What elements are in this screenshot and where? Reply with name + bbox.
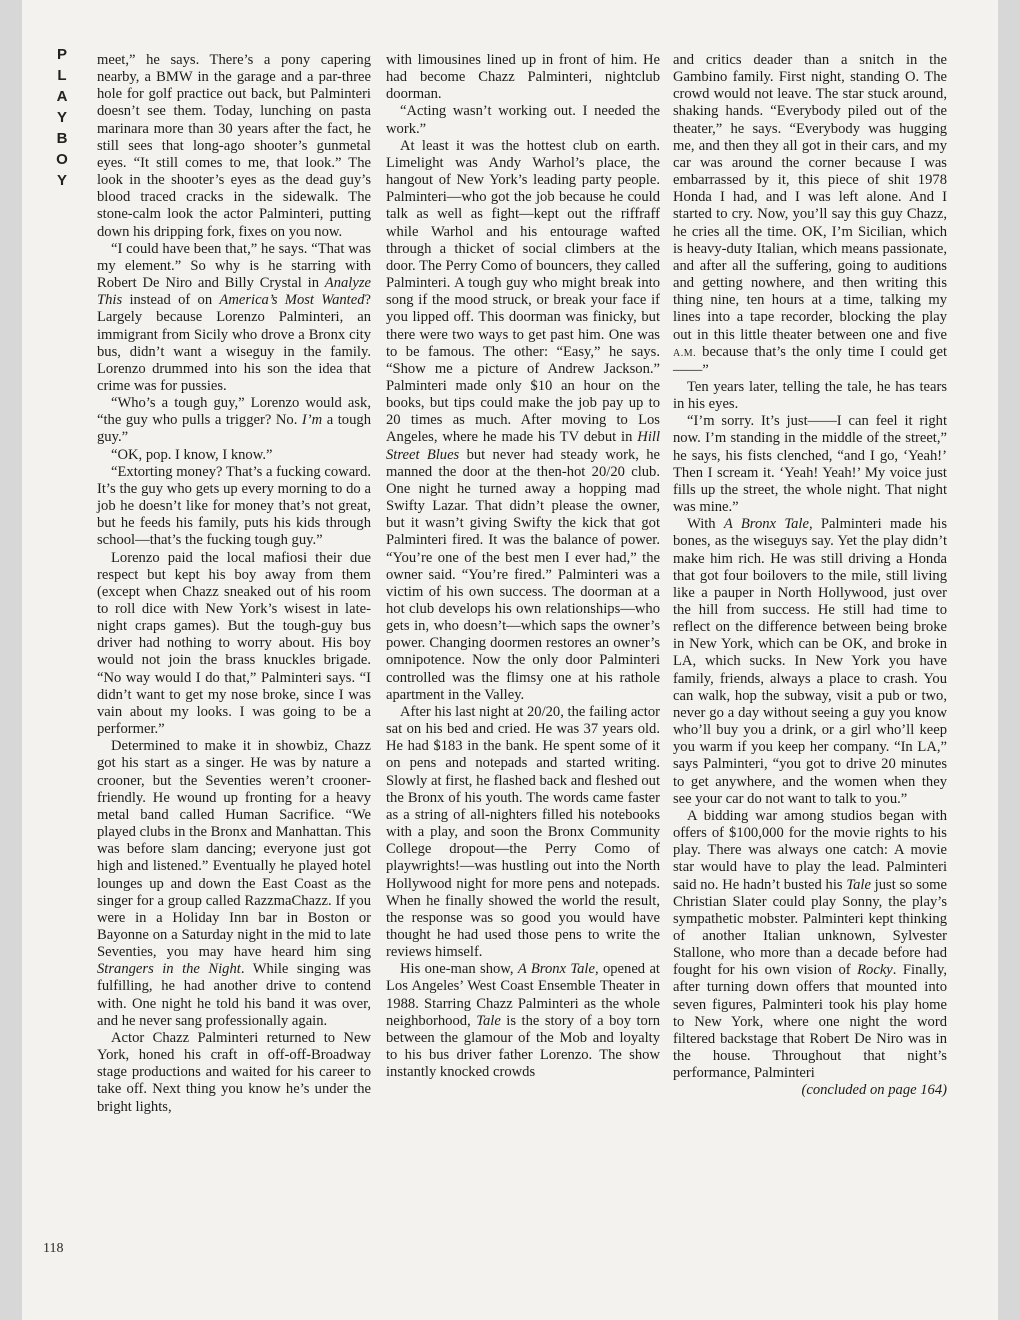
text-column-1	[97, 52, 371, 1116]
text-column-2	[386, 52, 660, 1081]
masthead-letter: B	[56, 130, 68, 147]
text-column-3	[673, 52, 947, 1100]
masthead-vertical	[50, 44, 74, 194]
paragraph: His one-man show, A Bronx Tale, opened at Los Angeles’ West Coast Ensemble Theater in 1988. Starring Chazz Palminteri as the whole neighborhood, Tale is the story of a boy torn between the glamour of the Mob and loyalty to his bus driver father Lorenzo. The show instantly knocked crowds	[386, 961, 660, 1081]
paragraph: Lorenzo paid the local mafiosi their due respect but kept his boy away from them (except when Chazz sneaked out of his room to roll dice with New York’s wisest in late-night craps games). But the tough-guy bus driver had nothing to worry about. His boy would not join the brass knuckles brigade. “No way would I do that,” Palminteri says. “I didn’t want to get my nose broke, since I was vain about my looks. I was going to be a performer.”	[97, 549, 371, 738]
paragraph: Actor Chazz Palminteri returned to New York, honed his craft in off-off-Broadway stage productions and waited for his career to take off. Next thing you know he’s under the bright lights,	[97, 1029, 371, 1115]
paragraph: A bidding war among studios began with offers of $100,000 for the movie rights to his play. There was always one catch: A movie star would have to play the lead. Palminteri said no. He hadn’t busted his Tale just so some Christian Slater could play Sonny, the play’s sympathetic mobster. Palminteri kept thinking of another Italian unknown, Sylvester Stallone, who more than a decade before had fought for his own vision of Rocky. Finally, after turning down offers that mounted into seven figures, Palminteri took his play home to New York, where one night the word filtered backstage that Robert De Niro was in the house. Throughout that night’s performance, Palminteri	[673, 807, 948, 1082]
masthead-letter: A	[56, 88, 68, 105]
paragraph: “Who’s a tough guy,” Lorenzo would ask, “the guy who pulls a trigger? No. I’m a tough guy.”	[97, 395, 371, 446]
paragraph: At least it was the hottest club on earth. Limelight was Andy Warhol’s place, the hangout of New York’s leading party people. Palminteri—who got the job because he could talk as well as fight—kept out the riffraff while Warhol and his entourage wafted through a thicket of social climbers at the door. The Perry Como of bouncers, they called Palminteri. A tough guy who might break into song if the mood struck, or break your face if you lipped off. This doorman was finicky, but there were two ways to get past him. One was to be famous. The other: “Easy,” he says. “Show me a picture of Andrew Jackson.” Palminteri made only $10 an hour on the books, but tips could make the job pay up to 20 times as much. After moving to Los Angeles, where he made his TV debut in Hill Street Blues but never had steady work, he manned the door at the then-hot 20/20 club. One night he turned away a hopping mad Swifty Lazar. That didn’t please the owner, but it wasn’t giving Swifty the kick that got Palminteri fired. It was the balance of power. “You’re one of the best men I ever had,” the owner said. “You’re fired.” Palminteri was a victim of his own success. The doorman at a hot club develops his own relationships—who gets in, who doesn’t—which saps the owner’s power. Changing doormen restores an owner’s omnipotence. Now the only door Palminteri controlled was the flimsy one at his rathole apartment in the Valley.	[386, 137, 660, 703]
paragraph: and critics deader than a snitch in the Gambino family. First night, standing O. The crowd would not leave. The star stuck around, shaking hands. “Everybody piled out of the theater,” he says. “Everybody was hugging me, and then they all got in their cars, and my car was around the corner because I was embarrassed by it, this piece of shit 1978 Honda I had, and I was left alone. And I started to cry. Now, you’ll say this guy Chazz, he cries all the time. OK, I’m Sicilian, which is heavy-duty Italian, which means passionate, and after all the suffering, going to auditions and getting nowhere, and then writing this thing nine, ten hours at a time, talking my lines into a tape recorder, blocking the play out in this little theater between one and five A.M. because that’s the only time I could get——”	[673, 52, 947, 378]
masthead-letter: L	[57, 67, 67, 84]
paragraph: “Extorting money? That’s a fucking coward. It’s the guy who gets up every morning to do a job he doesn’t like for money that’s not great, but he feeds his family, puts his kids through school—that’s the fucking tough guy.”	[97, 463, 371, 549]
masthead-letter: O	[56, 151, 68, 168]
magazine-page	[22, 0, 998, 1320]
paragraph: With A Bronx Tale, Palminteri made his bones, as the wiseguys say. Yet the play didn’t make him rich. He was still driving a Honda that got four boilovers to the mile, still living like a pauper in North Hollywood, just over the hill from success. He still had time to reflect on the difference between being broke in New York, which can be OK, and broke in LA, which sucks. In New York you have family, friends, always a place to crash. You can walk, hop the subway, visit a pub or two, never go a day without seeing a guy you know who’ll buy you a drink, or a girl who’ll keep you warm if you keep her company. “In LA,” says Palminteri, “you got to drive 20 minutes to get anywhere, and the women when they see your car do not want to talk to you.”	[673, 516, 947, 807]
paragraph: Ten years later, telling the tale, he has tears in his eyes.	[673, 378, 947, 413]
paragraph: “Acting wasn’t working out. I needed the work.”	[386, 103, 660, 137]
paragraph: meet,” he says. There’s a pony capering nearby, a BMW in the garage and a par-three hole for golf practice out back, but Palminteri doesn’t see them. Today, lunching on pasta marinara more than 30 years after the fact, he still sees that long-ago shooter’s gunmetal eyes. “It still comes to me, that look.” The look in the shooter’s eyes as the dead guy’s blood traced cracks in the sidewalk. The stone-calm look the actor Palminteri, putting down his dripping fork, fixes on you now.	[97, 52, 371, 240]
continuation-note: (concluded on page 164)	[801, 1082, 947, 1099]
masthead-letter: P	[56, 46, 67, 63]
paragraph: Determined to make it in showbiz, Chazz got his start as a singer. He was by nature a crooner, but the Seventies weren’t crooner-friendly. He wound up fronting for a heavy metal band called Human Sacrifice. “We played clubs in the Bronx and Manhattan. This was before slam dancing; everyone just got high and listened.” Eventually he played hotel lounges up and down the East Coast as the singer for a group called RazzmaChazz. If you were in a Holiday Inn bar in Boston or Bayonne on a Saturday night in the mid to late Seventies, you may have heard him sing Strangers in the Night. While singing was fulfilling, he had another drive to contend with. One night he told his band it was over, and he never sang professionally again.	[97, 738, 371, 1029]
paragraph: “I could have been that,” he says. “That was my element.” So why is he starring with Robert De Niro and Billy Crystal in Analyze This instead of on America’s Most Wanted? Largely because Lorenzo Palminteri, an immigrant from Sicily who drove a Bronx city bus, didn’t want a wiseguy in the family. Lorenzo drummed into his son the idea that crime was for pussies.	[97, 240, 371, 394]
paragraph: “I’m sorry. It’s just——I can feel it right now. I’m standing in the middle of the street,” he says, his fists clenched, “and I go, ‘Yeah!’ Then I scream it. ‘Yeah! Yeah!’ My voice just fills up the street, the whole night. That night was mine.”	[673, 413, 947, 516]
paragraph: After his last night at 20/20, the failing actor sat on his bed and cried. He was 37 years old. He had $183 in the bank. He spent some of it on pens and notepads and started writing. Slowly at first, he flashed back and fleshed out the Bronx of his youth. The words came faster as a string of all-nighters filled his notebooks with a play, and soon the Bronx Community College dropout—the Perry Como of playwrights!—was hustling out into the North Hollywood night for more pens and notepads. When he finally showed the world the result, the response was so good you would have thought he had used those pens to write the reviews himself.	[386, 703, 660, 961]
masthead-letter: Y	[56, 172, 67, 189]
paragraph: “OK, pop. I know, I know.”	[111, 446, 273, 463]
paragraph: with limousines lined up in front of him. He had become Chazz Palminteri, nightclub doorman.	[386, 52, 660, 103]
page-number: 118	[43, 1241, 64, 1256]
masthead-letter: Y	[56, 109, 67, 126]
